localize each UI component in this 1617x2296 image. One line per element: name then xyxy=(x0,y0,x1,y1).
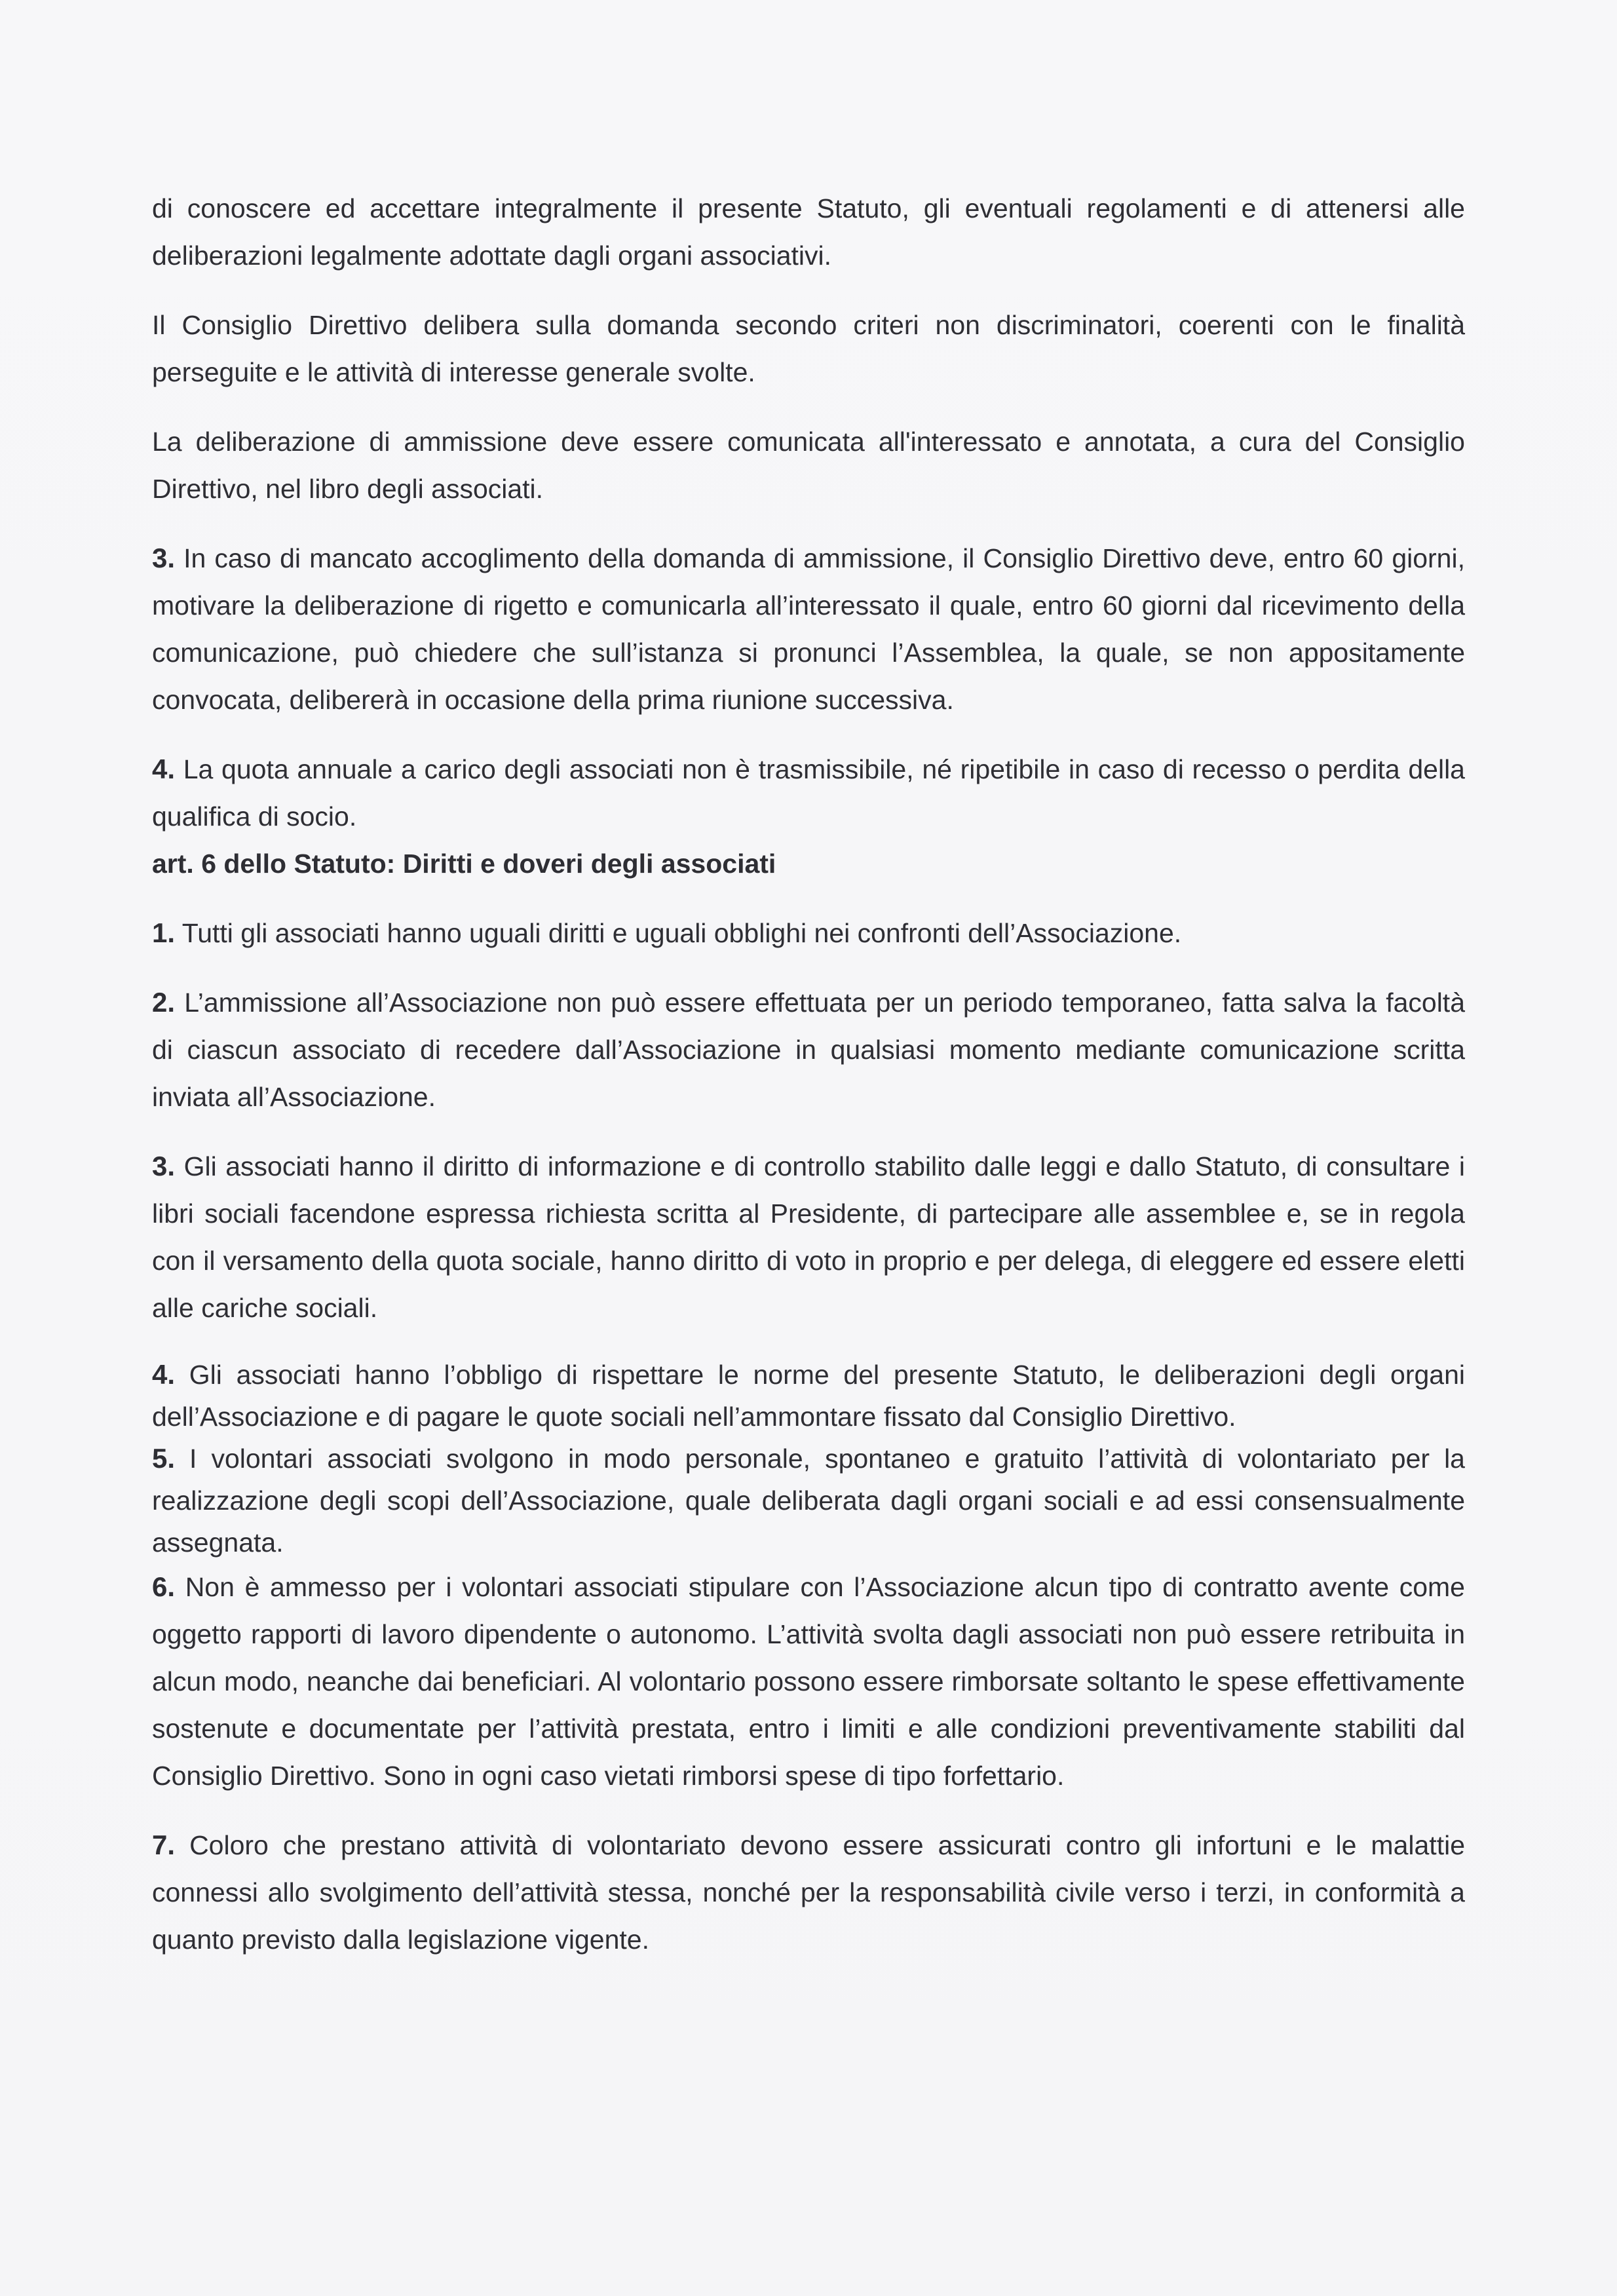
article-item-3 xyxy=(152,1143,1465,1331)
article-item-7 xyxy=(152,1822,1465,1963)
item-text: Coloro che prestano attività di volontariato devono essere assicurati contro gli infortuni e le malattie connessi allo svolgimento dell’attività stessa, nonché per la responsabilità civile verso i terzi, in conformità a quanto previsto dalla legislazione vigente. xyxy=(152,1830,1465,1955)
paragraph-text: La deliberazione di ammissione deve essere comunicata all'interessato e annotata, a cura del Consiglio Direttivo, nel libro degli associati. xyxy=(152,427,1465,504)
item-number: 1. xyxy=(152,917,176,948)
article-item-6 xyxy=(152,1563,1465,1799)
paragraph-admission-communication xyxy=(152,418,1465,512)
paragraph-number: 4. xyxy=(152,754,176,784)
article-heading: art. 6 dello Statuto: Diritti e doveri degli associati xyxy=(152,849,776,879)
item-number: 6. xyxy=(152,1571,176,1602)
paragraph-annual-fee xyxy=(152,746,1465,840)
article-item-2 xyxy=(152,979,1465,1120)
article-item-1 xyxy=(152,909,1465,957)
paragraph-text: di conoscere ed accettare integralmente il presente Statuto, gli eventuali regolamenti e di attenersi alle deliberazioni legalmente adottate dagli organi associativi. xyxy=(152,193,1465,271)
article-item-4 xyxy=(152,1354,1465,1438)
paragraph-text: In caso di mancato accoglimento della domanda di ammissione, il Consiglio Direttivo deve, entro 60 giorni, motivare la deliberazione di rigetto e comunicarla all’interessato il quale, entro 60 giorni dal ricevimento della comunicazione, può chiedere che sull’istanza si pronunci l’Assemblea, la quale, se non appositamente convocata, delibererà in occasione della prima riunione successiva. xyxy=(152,543,1465,715)
paragraph-text: La quota annuale a carico degli associati non è trasmissibile, né ripetibile in caso di recesso o perdita della qualifica di socio. xyxy=(152,754,1465,832)
document-body xyxy=(152,185,1465,1963)
item-number: 5. xyxy=(152,1443,176,1474)
item-number: 4. xyxy=(152,1359,176,1390)
paragraph-rejection xyxy=(152,535,1465,723)
item-text: Gli associati hanno il diritto di informazione e di controllo stabilito dalle leggi e dallo Statuto, di consultare i libri sociali facendone espressa richiesta scritta al Presidente, di partecipare alle assemblee e, se in regola con il versamento della quota sociale, hanno diritto di voto in proprio e per delega, di eleggere ed essere eletti alle cariche sociali. xyxy=(152,1151,1465,1323)
item-number: 3. xyxy=(152,1151,176,1181)
article-item-5 xyxy=(152,1438,1465,1563)
item-text: Non è ammesso per i volontari associati stipulare con l’Associazione alcun tipo di contratto avente come oggetto rapporti di lavoro dipendente o autonomo. L’attività svolta dagli associati non può essere retribuita in alcun modo, neanche dai beneficiari. Al volontario possono essere rimborsate soltanto le spese effettivamente sostenute e documentate per l’attività prestata, entro i limiti e alle condizioni preventivamente stabiliti dal Consiglio Direttivo. Sono in ogni caso vietati rimborsi spese di tipo forfettario. xyxy=(152,1572,1465,1791)
paragraph-board-decision xyxy=(152,301,1465,396)
item-number: 2. xyxy=(152,987,176,1018)
item-number: 7. xyxy=(152,1829,176,1860)
item-text: I volontari associati svolgono in modo personale, spontaneo e gratuito l’attività di volontariato per la realizzazione degli scopi dell’Associazione, quale deliberata dagli organi sociali e ad essi consensualmente assegnata. xyxy=(152,1444,1465,1558)
paragraph-number: 3. xyxy=(152,543,176,573)
item-text: Gli associati hanno l’obbligo di rispettare le norme del presente Statuto, le deliberazioni degli organi dell’Associazione e di pagare le quote sociali nell’ammontare fissato dal Consiglio Direttivo. xyxy=(152,1360,1465,1432)
item-text: Tutti gli associati hanno uguali diritti e uguali obblighi nei confronti dell’Associazione. xyxy=(181,918,1182,948)
paragraph-text: Il Consiglio Direttivo delibera sulla domanda secondo criteri non discriminatori, coerenti con le finalità perseguite e le attività di interesse generale svolte. xyxy=(152,310,1465,387)
paragraph-membership-acceptance xyxy=(152,185,1465,279)
item-text: L’ammissione all’Associazione non può essere effettuata per un periodo temporaneo, fatta salva la facoltà di ciascun associato di recedere dall’Associazione in qualsiasi momento mediante comunicazione scritta inviata all’Associazione. xyxy=(152,987,1465,1112)
